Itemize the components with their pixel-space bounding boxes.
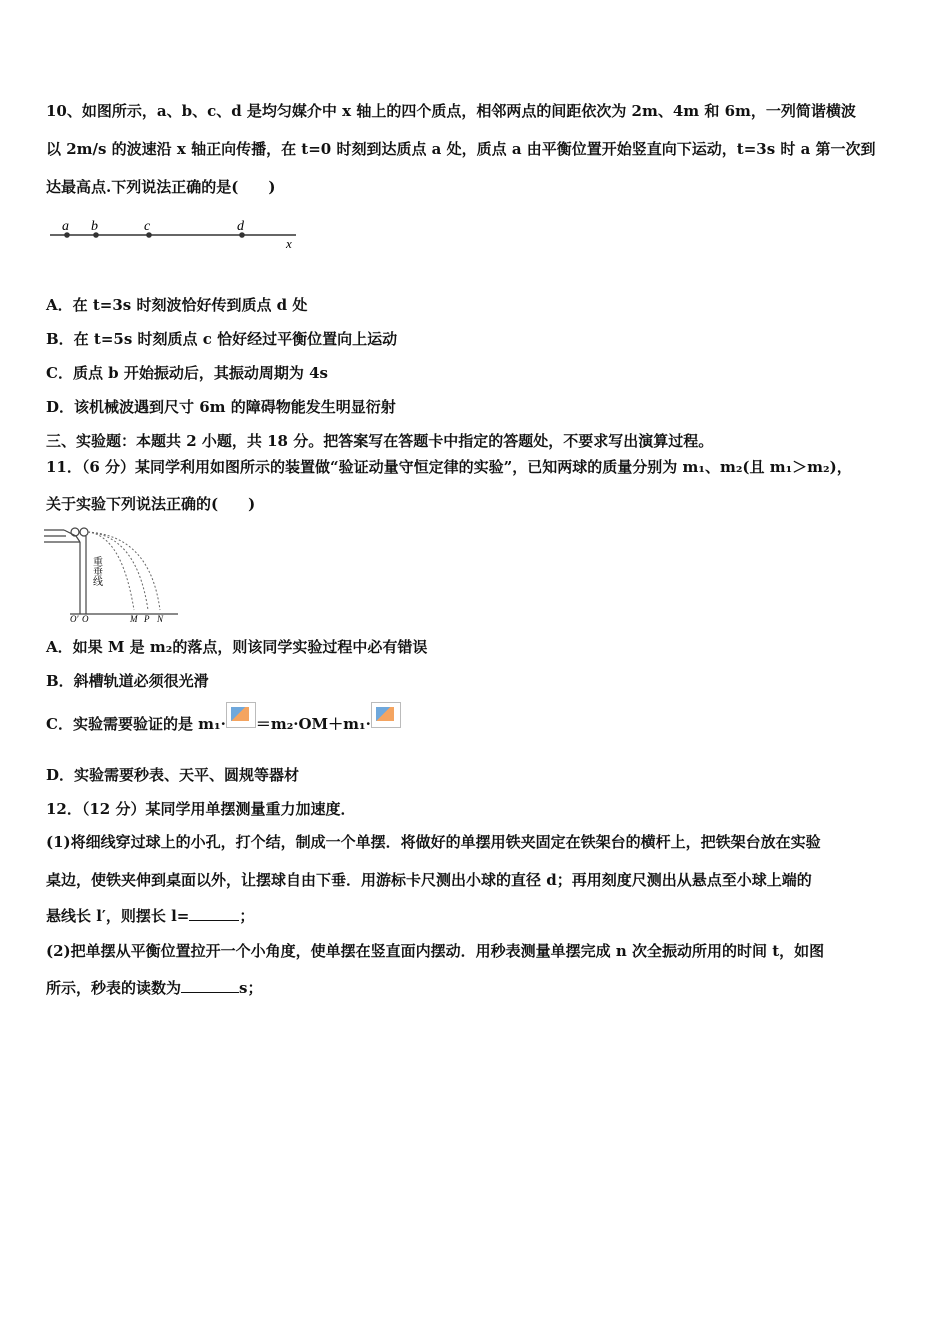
plumb-line-label: 重垂线 <box>90 556 102 586</box>
q12-p1-line3-prefix: 悬线长 l′，则摆长 l= <box>46 907 190 925</box>
q10-option-d: D．该机械波遇到尺寸 6m 的障碍物能发生明显衍射 <box>46 398 396 416</box>
q11-option-c <box>46 712 401 738</box>
q11-line1: 11．（6 分）某同学利用如图所示的装置做“验证动量守恒定律的实验”，已知两球的质量分别为 m₁、m₂(且 m₁＞m₂)， <box>46 458 852 476</box>
q10-option-b: B．在 t=5s 时刻质点 c 恰好经过平衡位置向上运动 <box>46 330 398 348</box>
q11-option-c-mid: ＝m₂·OM＋m₁· <box>255 715 371 733</box>
q12-p1-line3 <box>46 906 254 926</box>
q10-line2: 以 2m/s 的波速沿 x 轴正向传播，在 t=0 时刻到达质点 a 处，质点 a 由平衡位置开始竖直向下运动，t=3s 时 a 第一次到 <box>46 140 876 158</box>
ground-label-o-prime: O′ <box>70 614 79 622</box>
q10-line3: 达最高点.下列说法正确的是( ) <box>46 178 276 196</box>
q11-apparatus-figure <box>42 522 182 622</box>
ground-label-p: P <box>144 614 150 622</box>
q10-option-a: A．在 t=3s 时刻波恰好传到质点 d 处 <box>46 296 308 314</box>
label-x: x <box>286 236 292 251</box>
q12-p2-line2 <box>46 978 262 998</box>
q11-option-a: A．如果 M 是 m₂的落点，则该同学实验过程中必有错误 <box>46 638 428 656</box>
q10-option-c: C．质点 b 开始振动后，其振动周期为 4s <box>46 364 328 382</box>
q10-line1: 10、如图所示，a、b、c、d 是均匀媒介中 x 轴上的四个质点，相邻两点的间距依次为 2m、4m 和 6m，一列简谐横波 <box>46 102 856 120</box>
ground-label-m: M <box>130 614 138 622</box>
q11-option-d: D．实验需要秒表、天平、圆规等器材 <box>46 766 300 784</box>
broken-image-icon <box>226 702 256 728</box>
q11-option-b: B．斜槽轨道必须很光滑 <box>46 672 209 690</box>
answer-blank-length[interactable] <box>189 906 239 921</box>
label-c: c <box>144 219 151 234</box>
q12-p2-line2-prefix: 所示，秒表的读数为 <box>46 979 182 997</box>
ground-label-o: O <box>82 614 89 622</box>
q12-p1-line3-suffix: ； <box>239 907 255 925</box>
q11-option-c-prefix: C．实验需要验证的是 m₁· <box>46 715 226 733</box>
q11-line2: 关于实验下列说法正确的( ) <box>46 495 256 513</box>
q12-p1-line2: 桌边，使铁夹伸到桌面以外，让摆球自由下垂．用游标卡尺测出小球的直径 d；再用刻度尺测出从悬点至小球上端的 <box>46 871 812 889</box>
broken-image-icon <box>371 702 401 728</box>
answer-blank-stopwatch[interactable] <box>181 978 239 993</box>
q10-axis-figure <box>46 214 316 254</box>
ground-label-n: N <box>157 614 164 622</box>
q12-p2-line1: (2)把单摆从平衡位置拉开一个小角度，使单摆在竖直面内摆动．用秒表测量单摆完成 n 次全振动所用的时间 t，如图 <box>46 942 825 960</box>
label-d: d <box>237 219 244 234</box>
q12-p1-line1: (1)将细线穿过球上的小孔，打个结，制成一个单摆．将做好的单摆用铁夹固定在铁架台的横杆上，把铁架台放在实验 <box>46 833 821 851</box>
q12-title: 12．（12 分）某同学用单摆测量重力加速度． <box>46 800 356 818</box>
label-b: b <box>91 219 98 234</box>
section3-heading: 三、实验题：本题共 2 小题，共 18 分。把答案写在答题卡中指定的答题处，不要求写出演算过程。 <box>46 432 714 450</box>
label-a: a <box>62 219 69 234</box>
q12-p2-line2-suffix: s； <box>239 979 263 997</box>
